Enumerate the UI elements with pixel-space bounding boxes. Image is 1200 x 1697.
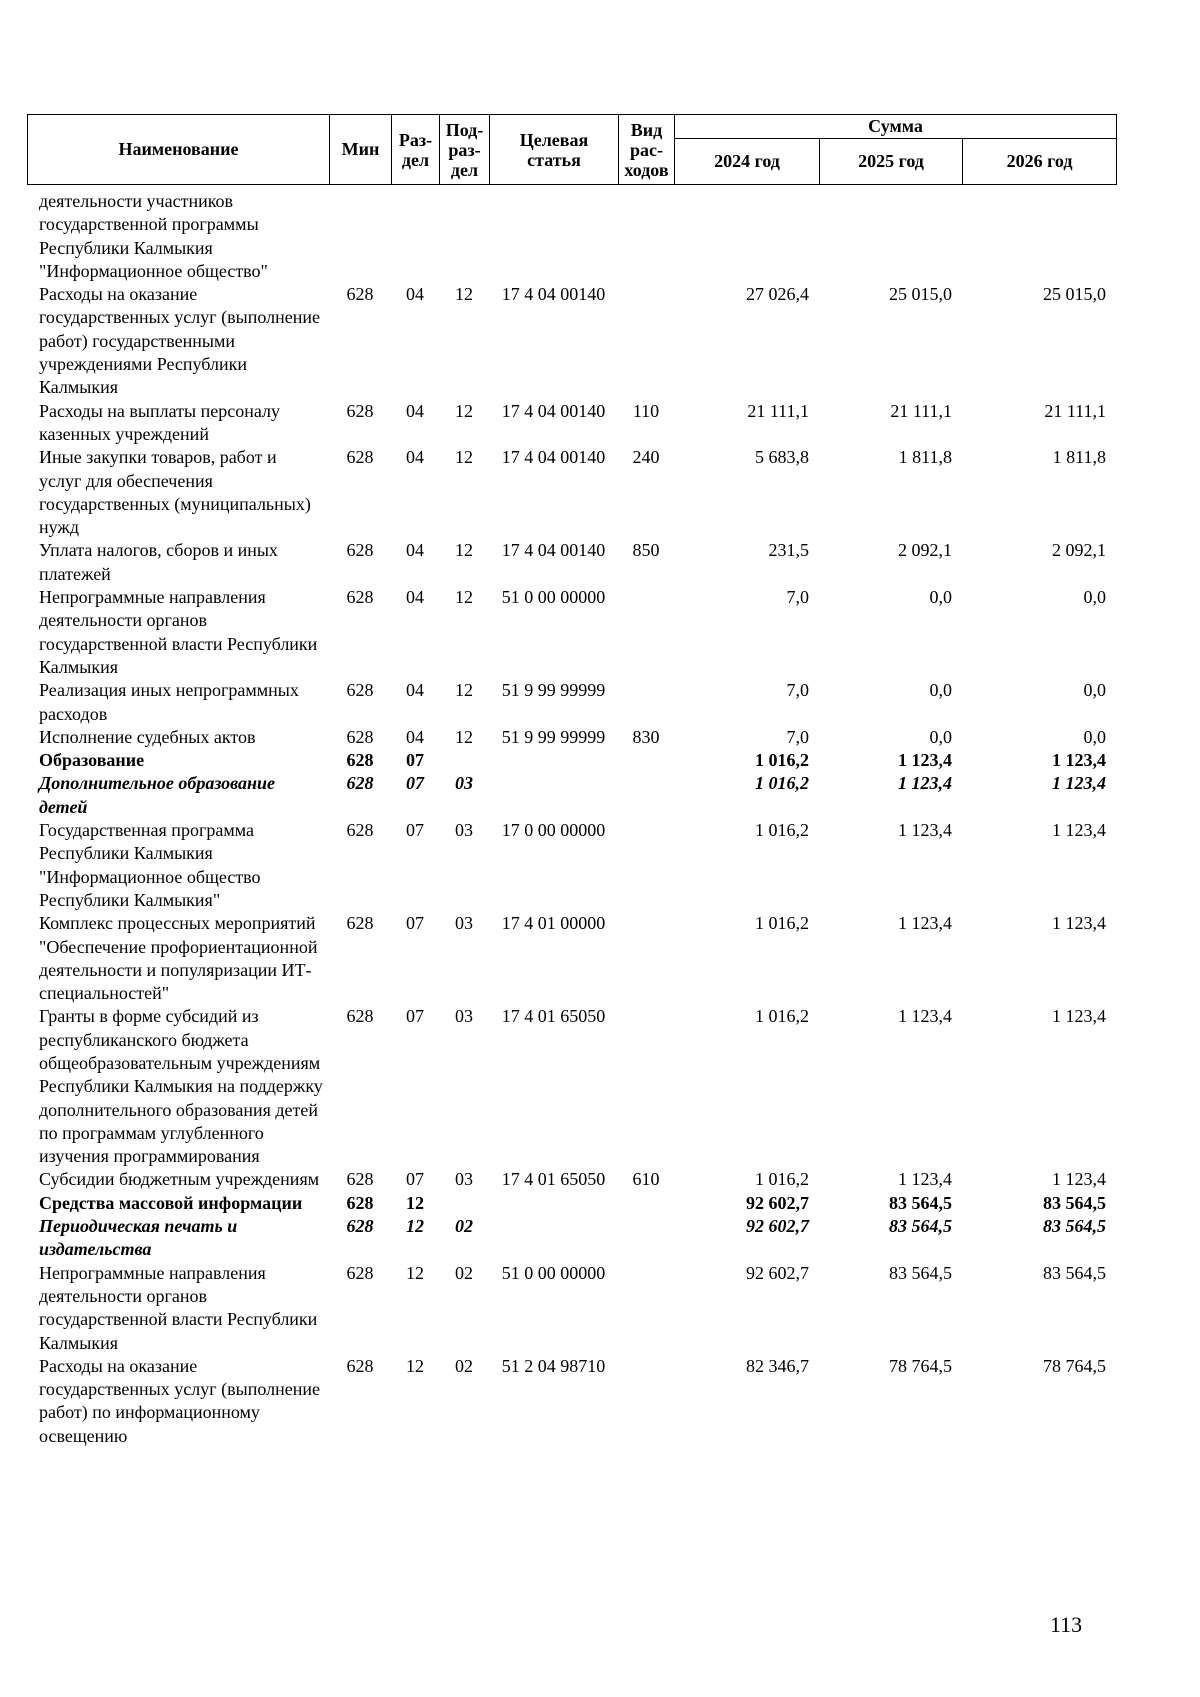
row-min: 628 xyxy=(346,540,374,561)
page-number: 113 xyxy=(1050,1612,1083,1637)
row-celevaya-statya xyxy=(489,1215,618,1262)
row-podrazdel: 03 xyxy=(455,820,473,841)
row-razdel: 07 xyxy=(406,913,424,934)
row-sum-2025: 83 564,5 xyxy=(889,1216,952,1237)
row-vid-rashodov xyxy=(618,679,674,726)
row-razdel: 04 xyxy=(406,284,424,305)
row-name: Дополнительное образование детей xyxy=(39,773,276,817)
row-vid-rashodov: 850 xyxy=(632,540,660,561)
row-sum-2026: 0,0 xyxy=(1083,680,1106,701)
row-razdel: 07 xyxy=(406,750,424,771)
row-sum-2024: 1 016,2 xyxy=(755,1169,809,1190)
row-sum-2025 xyxy=(819,190,962,283)
row-sum-2024: 92 602,7 xyxy=(746,1192,809,1213)
row-sum-2026: 1 123,4 xyxy=(1052,820,1106,841)
row-sum-2025: 1 123,4 xyxy=(898,1169,952,1190)
row-vid-rashodov xyxy=(618,1005,674,1168)
row-name: Реализация иных непрограммных расходов xyxy=(39,680,299,724)
row-razdel: 12 xyxy=(406,1355,424,1376)
row-vid-rashodov xyxy=(618,586,674,679)
row-sum-2024: 5 683,8 xyxy=(755,447,809,468)
row-sum-2024: 7,0 xyxy=(786,726,809,747)
row-min: 628 xyxy=(346,726,374,747)
row-sum-2025: 1 811,8 xyxy=(898,447,952,468)
row-podrazdel: 03 xyxy=(455,1169,473,1190)
table-row xyxy=(27,1005,1116,1168)
row-podrazdel xyxy=(439,190,489,283)
row-min: 628 xyxy=(346,400,374,421)
table-row xyxy=(27,726,1116,749)
row-razdel: 07 xyxy=(406,773,424,794)
row-min: 628 xyxy=(346,1006,374,1027)
row-sum-2024: 1 016,2 xyxy=(755,1006,809,1027)
row-celevaya-statya: 17 4 04 00140 xyxy=(501,540,606,561)
row-min: 628 xyxy=(346,773,374,794)
row-sum-2024: 231,5 xyxy=(768,540,809,561)
row-vid-rashodov xyxy=(618,190,674,283)
row-sum-2026: 21 111,1 xyxy=(1044,400,1106,421)
row-sum-2024: 7,0 xyxy=(786,587,809,608)
row-razdel: 04 xyxy=(406,400,424,421)
header-year-2024: 2024 год xyxy=(675,139,820,185)
row-sum-2024: 1 016,2 xyxy=(755,773,809,794)
row-min: 628 xyxy=(346,680,374,701)
row-min: 628 xyxy=(346,1262,374,1283)
row-celevaya-statya xyxy=(489,190,618,283)
row-vid-rashodov xyxy=(618,1355,674,1448)
row-name: деятельности участников государственной программы Республики Калмыкия "Информационное общество" xyxy=(39,191,268,281)
row-podrazdel: 02 xyxy=(455,1262,473,1283)
row-sum-2026: 1 123,4 xyxy=(1052,750,1106,771)
table-row xyxy=(27,446,1116,539)
row-podrazdel: 03 xyxy=(455,1006,473,1027)
row-razdel: 07 xyxy=(406,1006,424,1027)
row-sum-2026: 2 092,1 xyxy=(1052,540,1106,561)
row-celevaya-statya: 51 2 04 98710 xyxy=(501,1355,606,1376)
header-podrazdel: Под- раз- дел xyxy=(440,115,490,185)
row-vid-rashodov xyxy=(618,1192,674,1215)
row-sum-2026 xyxy=(962,190,1116,283)
row-vid-rashodov xyxy=(618,749,674,772)
row-sum-2026: 0,0 xyxy=(1083,587,1106,608)
row-sum-2024: 92 602,7 xyxy=(746,1216,809,1237)
row-vid-rashodov: 240 xyxy=(632,447,660,468)
row-razdel xyxy=(391,190,439,283)
row-razdel: 12 xyxy=(406,1192,424,1213)
header-min: Мин xyxy=(330,115,392,185)
row-sum-2024: 1 016,2 xyxy=(755,750,809,771)
table-row xyxy=(27,1215,1116,1262)
row-vid-rashodov xyxy=(618,772,674,819)
table-row xyxy=(27,749,1116,772)
table-row xyxy=(27,283,1116,399)
row-razdel: 12 xyxy=(406,1262,424,1283)
row-sum-2026: 25 015,0 xyxy=(1043,284,1106,305)
row-sum-2024: 1 016,2 xyxy=(755,913,809,934)
row-sum-2026: 78 764,5 xyxy=(1043,1355,1106,1376)
row-podrazdel: 02 xyxy=(455,1216,473,1237)
row-min: 628 xyxy=(346,587,374,608)
row-min: 628 xyxy=(346,820,374,841)
row-celevaya-statya: 51 9 99 99999 xyxy=(501,726,606,747)
row-celevaya-statya: 17 4 01 00000 xyxy=(501,913,606,934)
row-min: 628 xyxy=(346,1169,374,1190)
row-min: 628 xyxy=(346,750,374,771)
row-vid-rashodov xyxy=(618,1262,674,1355)
row-sum-2024: 92 602,7 xyxy=(746,1262,809,1283)
header-name: Наименование xyxy=(28,115,330,185)
row-name: Непрограммные направления деятельности органов государственной власти Республики Калмыкия xyxy=(39,1262,318,1353)
header-year-2025: 2025 год xyxy=(820,139,963,185)
row-razdel: 04 xyxy=(406,680,424,701)
row-razdel: 04 xyxy=(406,447,424,468)
row-sum-2025: 83 564,5 xyxy=(889,1262,952,1283)
row-sum-2026: 1 123,4 xyxy=(1052,1169,1106,1190)
row-min: 628 xyxy=(346,284,374,305)
row-podrazdel: 12 xyxy=(455,400,473,421)
row-name: Уплата налогов, сборов и иных платежей xyxy=(39,540,278,584)
row-vid-rashodov: 830 xyxy=(632,726,660,747)
row-celevaya-statya: 51 0 00 00000 xyxy=(501,587,606,608)
row-name: Непрограммные направления деятельности органов государственной власти Республики Калмыкия xyxy=(39,587,318,677)
row-razdel: 04 xyxy=(406,726,424,747)
table-row xyxy=(27,539,1116,586)
row-celevaya-statya: 17 4 01 65050 xyxy=(501,1169,606,1190)
row-sum-2024: 27 026,4 xyxy=(746,284,809,305)
row-podrazdel xyxy=(439,749,489,772)
row-podrazdel: 12 xyxy=(455,680,473,701)
row-razdel: 04 xyxy=(406,587,424,608)
row-name: Расходы на выплаты персоналу казенных учреждений xyxy=(39,400,280,444)
row-min: 628 xyxy=(346,447,374,468)
row-celevaya-statya: 51 0 00 00000 xyxy=(501,1262,606,1283)
row-podrazdel: 12 xyxy=(455,587,473,608)
table-row xyxy=(27,772,1116,819)
row-name: Периодическая печать и издательства xyxy=(39,1216,238,1260)
row-podrazdel: 12 xyxy=(455,284,473,305)
row-sum-2026: 83 564,5 xyxy=(1043,1216,1106,1237)
row-name: Государственная программа Республики Калмыкия "Информационное общество Республики Калмыкия" xyxy=(39,820,261,910)
budget-table-body xyxy=(27,190,1116,1448)
row-celevaya-statya: 17 0 00 00000 xyxy=(501,820,606,841)
row-name: Расходы на оказание государственных услуг (выполнение работ) государственными учреждениями Республики Калмыкия xyxy=(39,284,320,398)
row-sum-2024: 82 346,7 xyxy=(746,1355,809,1376)
row-podrazdel: 12 xyxy=(455,540,473,561)
row-name: Иные закупки товаров, работ и услуг для обеспечения государственных (муниципальных) нужд xyxy=(39,447,311,538)
row-celevaya-statya xyxy=(489,749,618,772)
row-celevaya-statya: 17 4 01 65050 xyxy=(501,1006,606,1027)
row-razdel: 04 xyxy=(406,540,424,561)
row-sum-2025: 0,0 xyxy=(929,726,952,747)
row-sum-2024: 1 016,2 xyxy=(755,820,809,841)
row-sum-2025: 21 111,1 xyxy=(890,400,952,421)
row-celevaya-statya xyxy=(489,772,618,819)
row-podrazdel: 12 xyxy=(455,447,473,468)
row-razdel: 07 xyxy=(406,1169,424,1190)
header-year-2026: 2026 год xyxy=(963,139,1117,185)
row-sum-2026: 83 564,5 xyxy=(1043,1192,1106,1213)
row-min xyxy=(329,190,391,283)
row-name: Расходы на оказание государственных услуг (выполнение работ) по информационному освещению xyxy=(39,1355,320,1446)
table-row xyxy=(27,819,1116,912)
row-name: Средства массовой информации xyxy=(39,1192,303,1213)
table-row xyxy=(27,400,1116,447)
row-name: Исполнение судебных актов xyxy=(39,726,256,747)
table-header xyxy=(27,114,1117,185)
row-vid-rashodov: 110 xyxy=(632,400,660,421)
row-sum-2026: 83 564,5 xyxy=(1043,1262,1106,1283)
row-celevaya-statya xyxy=(489,1192,618,1215)
table-row xyxy=(27,912,1116,1005)
row-vid-rashodov: 610 xyxy=(632,1169,660,1190)
row-sum-2026: 1 123,4 xyxy=(1052,773,1106,794)
row-celevaya-statya: 17 4 04 00140 xyxy=(501,400,606,421)
row-vid-rashodov xyxy=(618,283,674,399)
row-sum-2025: 0,0 xyxy=(929,680,952,701)
row-sum-2025: 1 123,4 xyxy=(898,820,952,841)
table-row xyxy=(27,586,1116,679)
row-sum-2025: 1 123,4 xyxy=(898,1006,952,1027)
header-celevaya-statya: Целевая статья xyxy=(490,115,619,185)
row-sum-2025: 78 764,5 xyxy=(889,1355,952,1376)
row-vid-rashodov xyxy=(618,1215,674,1262)
row-vid-rashodov xyxy=(618,912,674,1005)
row-name: Гранты в форме субсидий из республиканского бюджета общеобразовательным учреждениям Республики Калмыкия на поддержку дополнительного образования детей по программам углубленного изучения программирования xyxy=(39,1006,323,1167)
row-celevaya-statya: 51 9 99 99999 xyxy=(501,680,606,701)
header-razdel: Раз- дел xyxy=(392,115,440,185)
row-sum-2025: 25 015,0 xyxy=(889,284,952,305)
row-name: Комплекс процессных мероприятий "Обеспечение профориентационной деятельности и популяризации ИТ-специальностей" xyxy=(39,913,318,1004)
row-sum-2026: 1 811,8 xyxy=(1052,447,1106,468)
row-vid-rashodov xyxy=(618,819,674,912)
row-razdel: 07 xyxy=(406,820,424,841)
row-sum-2025: 1 123,4 xyxy=(898,750,952,771)
table-row xyxy=(27,679,1116,726)
header-vid-rashodov: Вид рас- ходов xyxy=(619,115,675,185)
row-sum-2025: 1 123,4 xyxy=(898,773,952,794)
row-sum-2025: 0,0 xyxy=(929,587,952,608)
row-name: Образование xyxy=(39,750,145,771)
row-sum-2026: 1 123,4 xyxy=(1052,913,1106,934)
row-sum-2024: 7,0 xyxy=(786,680,809,701)
row-min: 628 xyxy=(346,1216,374,1237)
row-min: 628 xyxy=(346,1355,374,1376)
row-podrazdel: 02 xyxy=(455,1355,473,1376)
row-sum-2025: 1 123,4 xyxy=(898,913,952,934)
row-sum-2024: 21 111,1 xyxy=(747,400,809,421)
row-sum-2026: 0,0 xyxy=(1083,726,1106,747)
row-celevaya-statya: 17 4 04 00140 xyxy=(501,447,606,468)
header-summa: Сумма xyxy=(675,115,1117,139)
row-sum-2026: 1 123,4 xyxy=(1052,1006,1106,1027)
row-min: 628 xyxy=(346,913,374,934)
row-sum-2025: 2 092,1 xyxy=(898,540,952,561)
row-name: Субсидии бюджетным учреждениям xyxy=(39,1169,320,1190)
table-row xyxy=(27,1355,1116,1448)
row-min: 628 xyxy=(346,1192,374,1213)
row-podrazdel xyxy=(439,1192,489,1215)
table-row xyxy=(27,1262,1116,1355)
row-podrazdel: 12 xyxy=(455,726,473,747)
table-row xyxy=(27,1192,1116,1215)
row-sum-2025: 83 564,5 xyxy=(889,1192,952,1213)
row-sum-2024 xyxy=(674,190,819,283)
row-celevaya-statya: 17 4 04 00140 xyxy=(501,284,606,305)
row-podrazdel: 03 xyxy=(455,773,473,794)
table-row xyxy=(27,1168,1116,1191)
row-podrazdel: 03 xyxy=(455,913,473,934)
row-razdel: 12 xyxy=(406,1216,424,1237)
table-row xyxy=(27,190,1116,283)
